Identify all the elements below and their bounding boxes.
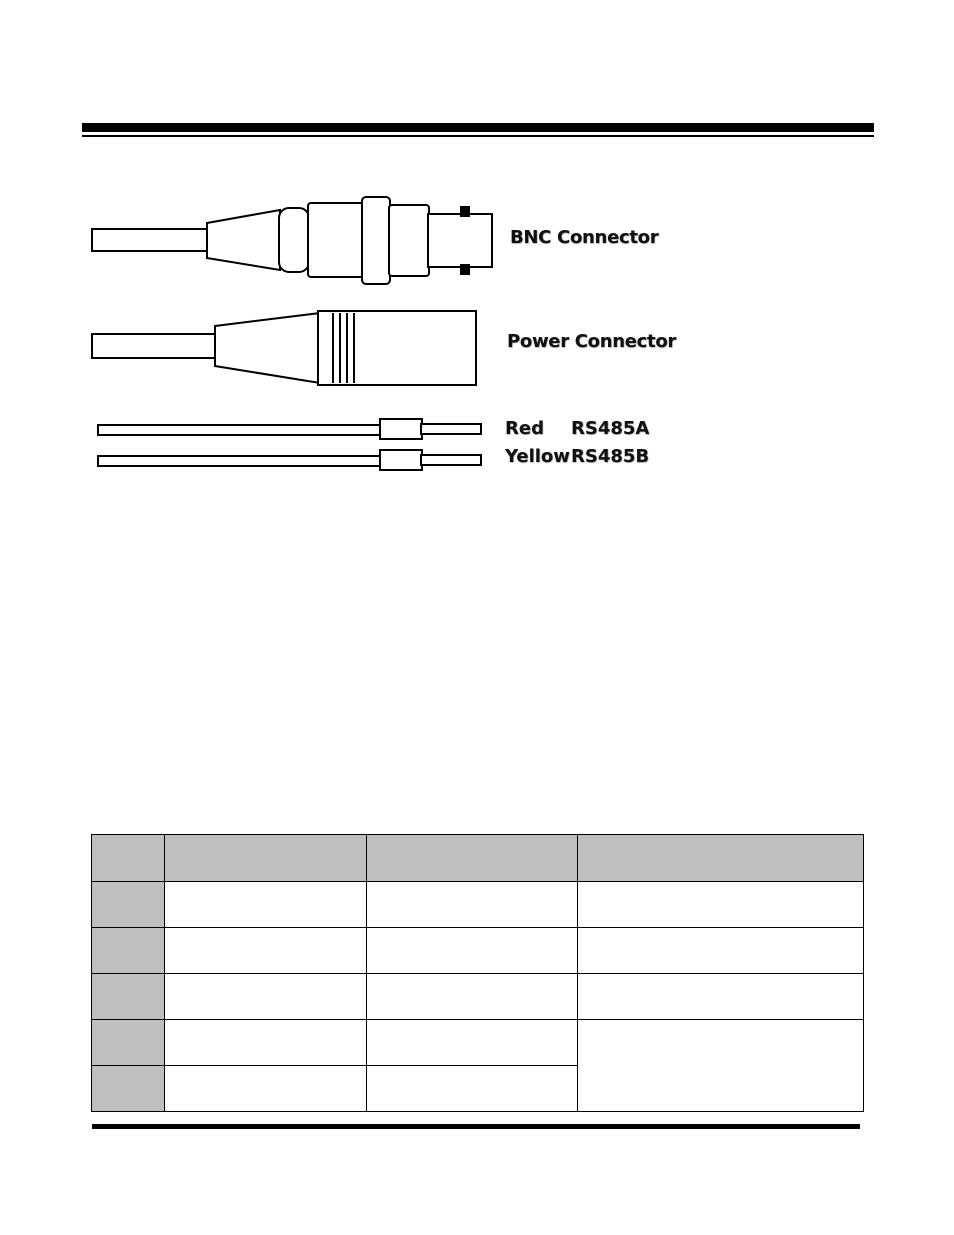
table-cell (578, 928, 864, 974)
red-wire-label (505, 418, 649, 439)
red-wire-tip (421, 424, 481, 434)
rs485-wires-illustration (98, 419, 481, 470)
table-row-index (92, 1020, 165, 1066)
yellow-ferrule (380, 450, 422, 470)
table-row-index (92, 882, 165, 928)
power-connector-label: Power Connector (507, 331, 676, 352)
bnc-collar (279, 208, 309, 272)
table-cell (367, 974, 578, 1020)
yellow-wire-label (505, 446, 649, 467)
table-cell (578, 882, 864, 928)
bnc-ring (362, 197, 390, 284)
table-header-cell (92, 835, 165, 882)
table-cell (367, 1066, 578, 1112)
bnc-strain-relief (207, 210, 280, 270)
footer-rule (92, 1124, 860, 1129)
table-cell (165, 928, 367, 974)
table-header-cell (578, 835, 864, 882)
bnc-pin-top (461, 207, 469, 216)
bnc-pin-bottom (461, 265, 469, 274)
yellow-wire-color: Yellow (505, 446, 570, 467)
red-wire-signal: RS485A (571, 418, 650, 439)
table-header-cell (165, 835, 367, 882)
power-connector-illustration (92, 311, 476, 385)
table-cell (367, 928, 578, 974)
power-strain-relief (215, 313, 320, 383)
red-ferrule (380, 419, 422, 439)
spec-table (91, 834, 864, 1112)
table-row (92, 1020, 864, 1066)
table-cell (367, 1020, 578, 1066)
table-cell (165, 974, 367, 1020)
bnc-sleeve (389, 205, 429, 276)
table-cell (165, 1066, 367, 1112)
table-row (92, 974, 864, 1020)
connector-diagram (0, 0, 954, 500)
table-cell (578, 974, 864, 1020)
table-cell (367, 882, 578, 928)
bnc-connector-illustration (92, 197, 492, 284)
table-row-index (92, 928, 165, 974)
table-row-index (92, 1066, 165, 1112)
yellow-wire (98, 456, 383, 466)
table-cell (165, 882, 367, 928)
red-wire-color: Red (505, 418, 544, 439)
red-wire (98, 425, 383, 435)
bnc-connector-label: BNC Connector (510, 227, 659, 248)
yellow-wire-signal: RS485B (571, 446, 650, 467)
power-cable (92, 334, 216, 358)
power-body (318, 311, 476, 385)
yellow-wire-tip (421, 455, 481, 465)
bnc-cable (92, 229, 208, 251)
table-cell (165, 1020, 367, 1066)
bnc-tip (428, 214, 492, 267)
bnc-body (308, 203, 364, 277)
table-header-row (92, 835, 864, 882)
table-row (92, 882, 864, 928)
table-merged-cell (578, 1020, 864, 1112)
table-row-index (92, 974, 165, 1020)
table-row (92, 928, 864, 974)
table-header-cell (367, 835, 578, 882)
